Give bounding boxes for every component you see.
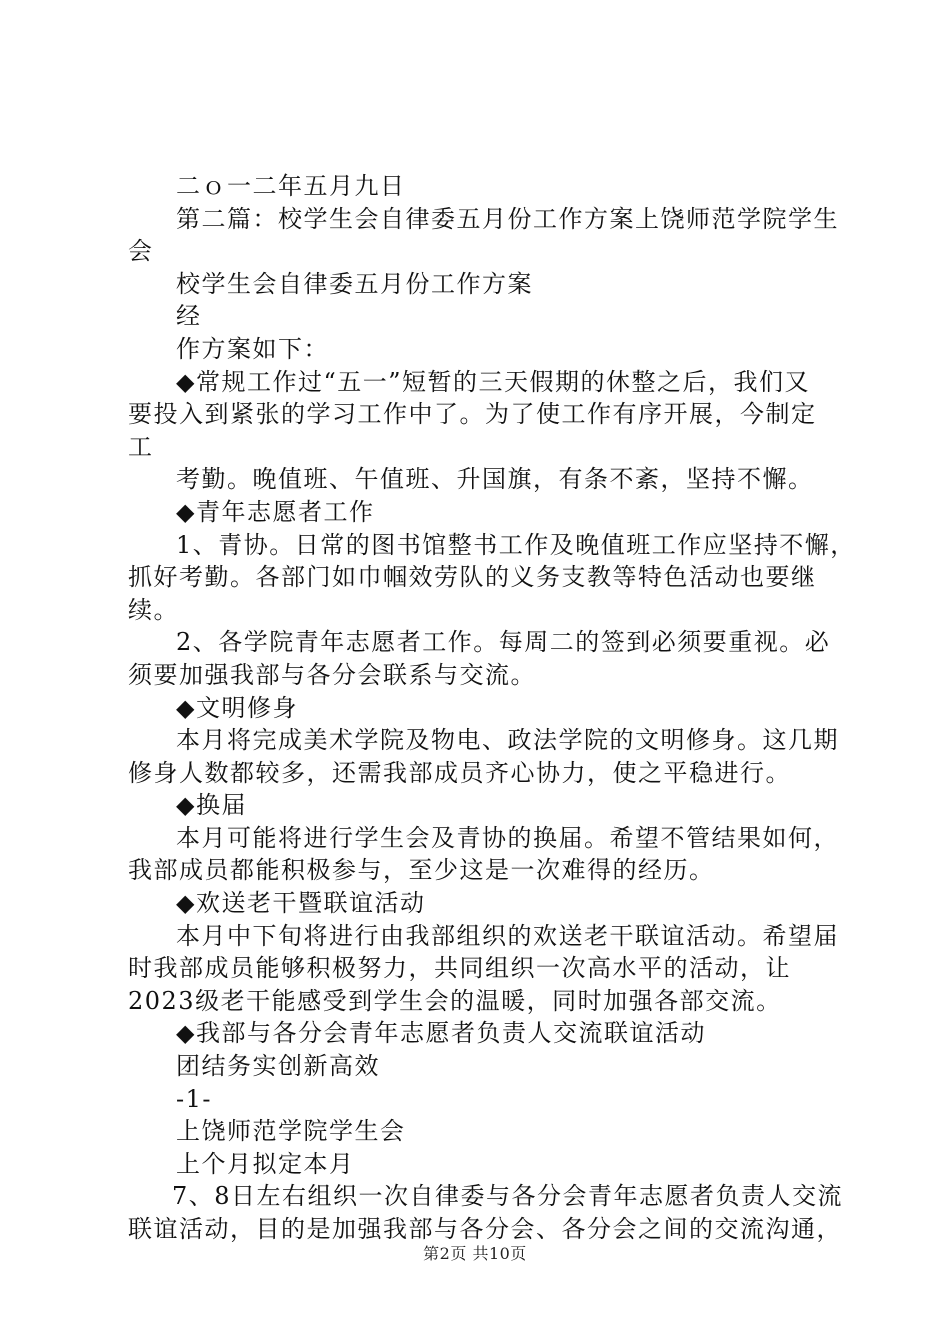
text-line: 时我部成员能够积极努力，共同组织一次高水平的活动，让 — [128, 954, 791, 983]
text-line: 须要加强我部与各分会联系与交流。 — [128, 660, 536, 689]
text-line: 工 — [128, 432, 154, 461]
text-line: 作方案如下： — [176, 334, 329, 363]
section-volunteer-exchange: ◆我部与各分会青年志愿者负责人交流联谊活动 — [176, 1019, 706, 1048]
date-line: 二ｏ一二年五月九日 — [176, 172, 406, 200]
list-item-2: 2、各学院青年志愿者工作。每周二的签到必须要重视。必 — [176, 628, 831, 657]
text-line: 本月将完成美术学院及物电、政法学院的文明修身。这几期 — [176, 726, 839, 755]
chapter-title-continuation: 会 — [128, 237, 154, 266]
text-line: 本月中下旬将进行由我部组织的欢送老干联谊活动。希望届 — [176, 921, 839, 950]
section-volunteer-work: ◆青年志愿者工作 — [176, 497, 375, 526]
section-election: ◆换届 — [176, 791, 247, 820]
text-line: 2023级老干能感受到学生会的温暖，同时加强各部交流。 — [128, 986, 782, 1015]
text-line: 7、8日左右组织一次自律委与各分会青年志愿者负责人交流 — [172, 1182, 844, 1211]
text-line: 抓好考勤。各部门如巾帼效劳队的义务支教等特色活动也要继 — [128, 563, 817, 592]
page-indicator: 第2页 共10页 — [423, 1244, 527, 1263]
text-line: 修身人数都较多，还需我部成员齐心协力，使之平稳进行。 — [128, 758, 791, 787]
page-footer — [0, 1241, 950, 1264]
text-line: 经 — [176, 302, 202, 331]
plan-title: 校学生会自律委五月份工作方案 — [176, 269, 533, 298]
document-body — [128, 170, 856, 1246]
section-farewell-event: ◆欢送老干暨联谊活动 — [176, 889, 426, 918]
motto-line: 团结务实创新高效 — [176, 1052, 380, 1081]
text-line: 要投入到紧张的学习工作中了。为了使工作有序开展，今制定 — [128, 400, 817, 429]
text-line: 我部成员都能积极参与，至少这是一次难得的经历。 — [128, 856, 715, 885]
list-item-1: 1、青协。日常的图书馆整书工作及晚值班工作应坚持不懈， — [176, 530, 856, 559]
organization-name: 上饶师范学院学生会 — [176, 1117, 406, 1146]
text-line: 联谊活动，目的是加强我部与各分会、各分会之间的交流沟通， — [128, 1215, 842, 1243]
text-line: 考勤。晚值班、午值班、升国旗，有条不紊，坚持不懈。 — [176, 465, 814, 494]
inner-page-number: -1- — [176, 1084, 212, 1113]
text-line: 本月可能将进行学生会及青协的换届。希望不管结果如何， — [176, 823, 839, 852]
section-routine-work: ◆常规工作过“五一”短暂的三天假期的休整之后，我们又 — [176, 367, 810, 396]
chapter-title-line: 第二篇：校学生会自律委五月份工作方案上饶师范学院学生 — [176, 204, 839, 233]
text-line: 上个月拟定本月 — [176, 1149, 355, 1178]
text-line: 续。 — [128, 595, 179, 624]
section-civilized-conduct: ◆文明修身 — [176, 693, 298, 722]
